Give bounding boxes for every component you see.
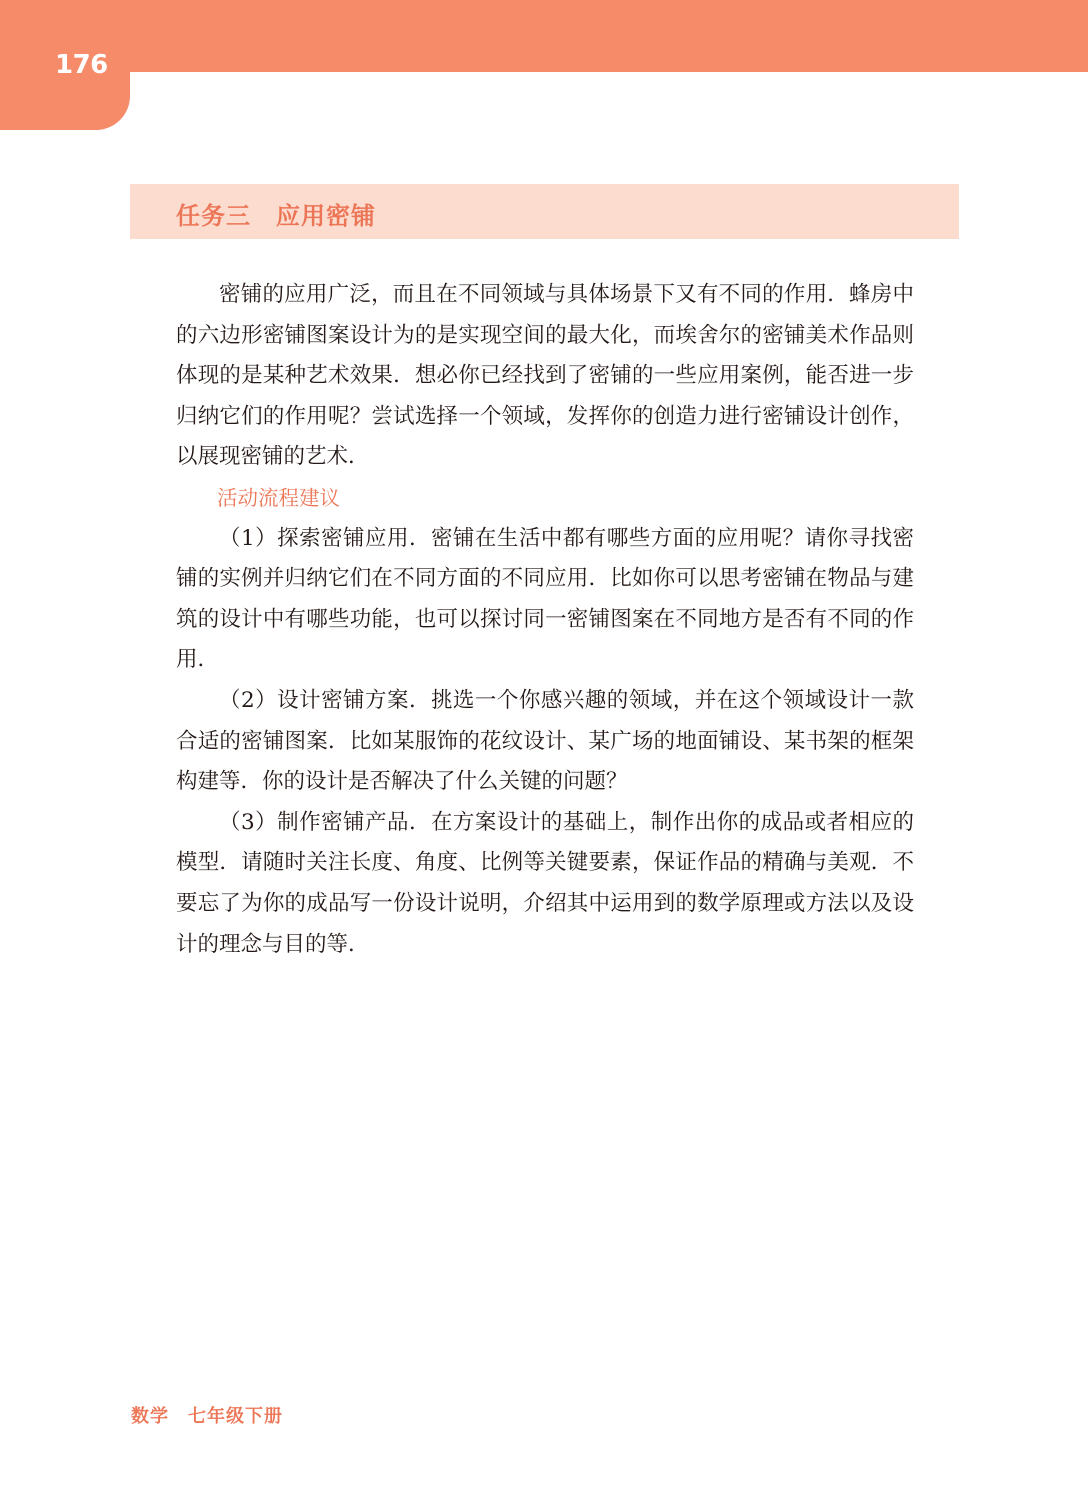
footer-book-title: 数学 七年级下册	[131, 1406, 283, 1427]
body-content	[176, 275, 914, 965]
intro-paragraph: 密铺的应用广泛，而且在不同领域与具体场景下又有不同的作用．蜂房中的六边形密铺图案设计为的是实现空间的最大化，而埃舍尔的密铺美术作品则体现的是某种艺术效果．想必你已经找到了密铺的一些应用案例，能否进一步归纳它们的作用呢？尝试选择一个领域，发挥你的创造力进行密铺设计创作，以展现密铺的艺术．	[176, 282, 914, 470]
section-title: 任务三 应用密铺	[176, 202, 376, 230]
step-1-paragraph: （1）探索密铺应用．密铺在生活中都有哪些方面的应用呢？请你寻找密铺的实例并归纳它们在不同方面的不同应用．比如你可以思考密铺在物品与建筑的设计中有哪些功能，也可以探讨同一密铺图案在不同地方是否有不同的作用．	[176, 525, 914, 673]
page-number: 176	[55, 50, 108, 80]
top-band	[0, 0, 1088, 72]
activity-subheading: 活动流程建议	[217, 485, 340, 510]
section-header	[130, 184, 959, 239]
step-3-paragraph: （3）制作密铺产品．在方案设计的基础上，制作出你的成品或者相应的模型．请随时关注长度、角度、比例等关键要素，保证作品的精确与美观．不要忘了为你的成品写一份设计说明，介绍其中运用到的数学原理或方法以及设计的理念与目的等．	[176, 809, 914, 957]
step-2-paragraph: （2）设计密铺方案．挑选一个你感兴趣的领域，并在这个领域设计一款合适的密铺图案．比如某服饰的花纹设计、某广场的地面铺设、某书架的框架构建等．你的设计是否解决了什么关键的问题？	[176, 687, 914, 795]
